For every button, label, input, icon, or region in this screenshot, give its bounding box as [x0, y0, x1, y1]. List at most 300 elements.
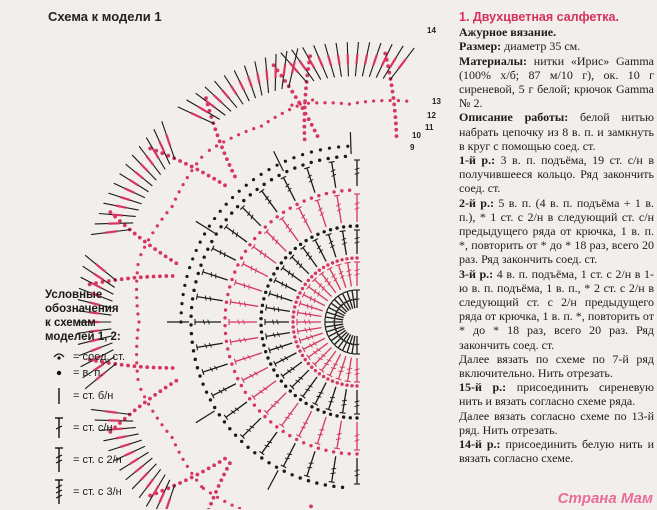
stitch-mark [397, 99, 400, 102]
stitch-mark [299, 208, 312, 233]
stitch-mark [152, 275, 156, 279]
stitch-mark [310, 236, 313, 239]
continue-paragraph-2: Далее вязать согласно схеме по 13-й ряд. Нить отрезать. [459, 409, 654, 437]
stitch-mark [253, 403, 256, 406]
stitch-mark [310, 161, 313, 164]
stitch-mark [349, 225, 352, 228]
stitch-mark [233, 370, 236, 373]
stitch-mark [347, 452, 350, 455]
stitch-mark [294, 247, 297, 250]
stitch-mark [210, 296, 211, 301]
stitch-mark [364, 100, 367, 103]
stitch-mark [195, 473, 199, 477]
stitch-mark [331, 379, 334, 382]
stitch-mark [219, 478, 223, 482]
stitch-mark [260, 173, 263, 176]
stitch-mark [230, 211, 233, 214]
stitch-mark [335, 156, 338, 159]
stitch-mark [203, 232, 206, 235]
stitch-mark [350, 384, 353, 387]
legend-item: = в. п. [45, 366, 195, 379]
stitch-mark [394, 115, 398, 119]
stitch-mark [390, 57, 396, 67]
stitch-mark [253, 237, 256, 240]
stitch-mark [380, 99, 383, 102]
stitch-mark [285, 458, 290, 459]
legend-item: = ст. с/н [45, 414, 195, 442]
stitch-mark [310, 275, 313, 278]
stitch-mark [304, 239, 307, 242]
stitch-mark [322, 266, 325, 269]
stitch-mark [209, 502, 213, 506]
diagram-title: Схема к модели 1 [48, 9, 162, 24]
stitch-mark [267, 120, 270, 123]
stitch-mark [283, 79, 287, 83]
stitch-mark [169, 258, 173, 262]
stitch-mark [356, 54, 357, 64]
stitch-mark [337, 145, 340, 148]
stitch-mark [202, 255, 205, 258]
stitch-mark [217, 484, 221, 488]
stitch-mark [205, 390, 208, 393]
stitch-mark [260, 310, 263, 313]
stitch-mark [315, 280, 332, 297]
stitch-mark [212, 177, 216, 181]
stitch-mark [208, 149, 211, 152]
stitch-mark [336, 309, 337, 314]
stitch-mark [315, 240, 326, 261]
double-treble-crochet-icon [45, 478, 73, 506]
article-subtitle: Ажурное вязание. [459, 25, 654, 39]
stitch-mark [389, 99, 392, 102]
stitch-mark [243, 264, 268, 277]
stitch-mark [223, 183, 227, 187]
stitch-mark [266, 333, 267, 339]
stitch-mark [373, 55, 376, 65]
stitch-mark [213, 384, 236, 396]
stitch-mark [319, 57, 323, 67]
stitch-mark [322, 375, 325, 378]
legend-item: = ст. с 3/н [45, 478, 195, 506]
stitch-mark [307, 279, 310, 282]
stitch-mark [272, 272, 275, 275]
stitch-mark [394, 128, 398, 132]
stitch-mark [317, 194, 320, 197]
stitch-mark [315, 347, 332, 364]
stitch-mark [181, 183, 184, 186]
stitch-mark [301, 153, 304, 156]
stitch-mark [236, 263, 239, 266]
stitch-mark [139, 275, 143, 279]
stitch-mark [220, 250, 221, 255]
stitch-mark [190, 165, 194, 169]
stitch-mark [311, 98, 314, 101]
stitch-mark [307, 362, 310, 365]
stitch-mark [332, 450, 335, 453]
stitch-mark [291, 315, 294, 318]
stitch-mark [293, 335, 296, 338]
legend-item: = соед. ст. [45, 350, 195, 363]
stitch-mark [296, 345, 299, 348]
stitch-mark [314, 272, 317, 275]
stitch-mark [120, 197, 130, 200]
continue-paragraph: Далее вязать по схеме по 7-й ряд включительно. Нить отрезать. [459, 352, 654, 380]
stitch-mark [275, 353, 296, 364]
stitch-mark [292, 330, 295, 333]
stitch-mark [224, 332, 227, 335]
stitch-mark [296, 296, 299, 299]
stitch-mark [307, 451, 315, 476]
stitch-mark [318, 372, 321, 375]
stitch-mark [269, 220, 272, 223]
stitch-mark [120, 277, 124, 281]
stitch-mark [266, 284, 269, 287]
stitch-mark [292, 257, 309, 274]
stitch-mark [290, 104, 293, 107]
stitch-mark [225, 467, 229, 471]
stitch-mark [355, 224, 358, 227]
stitch-mark [276, 374, 279, 377]
stitch-mark [305, 311, 306, 316]
stitch-mark [209, 398, 212, 401]
stitch-mark [316, 396, 321, 397]
stitch-mark [329, 228, 332, 231]
stitch-mark [133, 276, 137, 280]
stitch-mark [290, 90, 294, 94]
stitch-mark [283, 268, 302, 282]
stitch-mark [240, 81, 244, 90]
stitch-mark [225, 203, 228, 206]
stitch-mark [203, 272, 228, 280]
stitch-mark [262, 191, 277, 212]
stitch-mark [262, 183, 265, 186]
stitch-mark [264, 225, 267, 228]
stitch-mark [329, 413, 332, 416]
stitch-mark [392, 96, 396, 100]
stitch-mark [94, 274, 104, 280]
stitch-mark [216, 496, 219, 499]
stitch-mark [304, 358, 307, 361]
stitch-mark [233, 270, 236, 273]
stitch-mark [349, 416, 352, 419]
stitch-mark [197, 294, 198, 300]
row-3-paragraph: 3-й р.: 4 в. п. подъёма, 1 ст. с 2/н в 1-ю в. п. подъёма, 1 в. п., * 2 ст. с 2/н в следующий ст. с 2/н предыдущего ряда от крючка, 1 в. п. *, повторить от * до * 18 раз, всего 20 раз. Ряд закончить соед. ст. [459, 267, 654, 352]
site-watermark: Страна Мам [558, 490, 653, 507]
stitch-mark [201, 382, 204, 385]
stitch-mark [301, 163, 304, 166]
stitch-mark [365, 54, 367, 64]
stitch-mark [391, 90, 395, 94]
stitch-mark [224, 218, 227, 221]
stitch-mark [345, 384, 348, 387]
stitch-mark [251, 266, 252, 271]
stitch-mark [303, 99, 307, 103]
stitch-mark [230, 278, 233, 281]
stitch-mark [307, 102, 310, 105]
stitch-mark [356, 101, 359, 104]
stitch-mark [296, 105, 299, 108]
stitch-mark [143, 240, 147, 244]
stitch-mark [268, 470, 278, 489]
stitch-mark [235, 282, 262, 291]
stitch-mark [223, 151, 227, 155]
stitch-mark [225, 301, 228, 304]
stitch-mark [222, 140, 225, 143]
stitch-mark [281, 430, 284, 433]
stitch-mark [158, 251, 162, 255]
stitch-mark [347, 369, 352, 370]
stitch-mark [237, 133, 240, 136]
stitch-mark [285, 170, 288, 173]
article-title: 1. Двухцветная салфетка. [459, 10, 654, 24]
stitch-mark [223, 500, 226, 503]
stitch-mark [307, 117, 311, 121]
stitch-mark [236, 377, 239, 380]
stitch-mark [214, 490, 218, 494]
stitch-mark [293, 305, 296, 308]
stitch-mark [208, 225, 211, 228]
stitch-mark [197, 272, 200, 275]
row-2-paragraph: 2-й р.: 5 в. п. (4 в. п. подъёма + 1 в. п.), * 1 ст. с 2/н в следующий ст. с/н предыдущего ряда от крючка, 1 в. п. *, повторить от * до * 18 раз, всего 20 раз. Ряд закончить соед. ст. [459, 196, 654, 267]
stitch-mark [200, 156, 203, 159]
stitch-mark [231, 196, 234, 199]
stitch-mark [346, 373, 351, 374]
stitch-mark [269, 278, 272, 281]
stitch-mark [303, 377, 317, 396]
stitch-mark [201, 470, 205, 474]
stitch-mark [345, 257, 348, 260]
stitch-mark [245, 302, 246, 307]
stitch-mark [218, 460, 222, 464]
legend-item: = ст. б/н [45, 382, 195, 410]
stitch-mark [274, 116, 277, 119]
stitch-mark [340, 231, 346, 232]
stitch-mark [304, 86, 308, 90]
stitch-mark [255, 188, 258, 191]
stitch-mark [317, 200, 326, 227]
double-crochet-icon [45, 414, 73, 442]
stitch-mark [215, 144, 218, 147]
stitch-mark [283, 178, 295, 201]
stitch-mark [304, 283, 307, 286]
stitch-mark [279, 74, 283, 78]
stitch-mark [317, 417, 326, 444]
stitch-mark [212, 463, 216, 467]
stitch-mark [259, 324, 262, 327]
stitch-mark [136, 263, 139, 266]
stitch-mark [303, 106, 307, 110]
stitch-mark [230, 339, 231, 345]
stitch-mark [336, 259, 339, 262]
stitch-mark [108, 210, 112, 214]
stitch-mark [171, 205, 174, 208]
stitch-mark [315, 383, 326, 404]
stitch-mark [302, 441, 305, 444]
stitch-mark [331, 368, 336, 369]
stitch-mark [334, 448, 340, 449]
stitch-mark [340, 412, 346, 413]
stitch-mark [191, 257, 194, 260]
stitch-mark [194, 280, 197, 283]
stitch-mark [160, 218, 163, 221]
stitch-mark [294, 340, 297, 343]
stitch-mark [218, 139, 222, 143]
stitch-mark [303, 137, 307, 141]
stitch-mark [314, 369, 317, 372]
stitch-mark [195, 168, 199, 172]
stitch-mark [298, 349, 301, 352]
stitch-mark [317, 447, 320, 450]
stitch-mark [355, 452, 358, 455]
stitch-mark [178, 159, 182, 163]
stitch-mark [253, 381, 276, 397]
stitch-mark [334, 195, 340, 196]
stitch-mark [262, 344, 265, 347]
legend [45, 288, 195, 510]
stitch-mark [219, 225, 222, 228]
stitch-mark [240, 301, 241, 306]
stitch-mark [224, 308, 227, 311]
stitch-mark [245, 184, 248, 187]
stitch-mark [274, 151, 284, 171]
stitch-mark [238, 190, 241, 193]
stitch-mark [225, 157, 229, 161]
stitch-mark [262, 297, 265, 300]
stitch-mark [390, 83, 394, 87]
stitch-mark [195, 162, 198, 165]
stitch-mark [299, 411, 312, 436]
stitch-rings [179, 145, 360, 489]
stitch-mark [340, 383, 343, 386]
stitch-mark [151, 231, 154, 234]
stitch-mark [301, 287, 304, 290]
stitch-mark [174, 261, 178, 265]
stitch-mark [223, 420, 226, 423]
stitch-mark [299, 102, 302, 105]
stitch-mark [405, 100, 408, 103]
stitch-mark [269, 420, 272, 423]
stitch-mark [286, 283, 287, 288]
stitch-mark [300, 333, 323, 340]
stitch-mark [253, 247, 276, 263]
stitch-mark [294, 95, 298, 99]
stitch-mark [165, 211, 168, 214]
stitch-mark [310, 196, 313, 199]
stitch-mark [248, 397, 251, 400]
stitch-mark [290, 473, 293, 476]
stitch-mark [318, 392, 323, 393]
stitch-mark [212, 496, 216, 500]
stitch-mark [302, 125, 306, 129]
stitch-mark [316, 408, 319, 411]
stitch-mark [191, 113, 202, 118]
row-number: 11 [425, 123, 434, 132]
stitch-mark [310, 150, 313, 153]
stitch-mark [294, 394, 297, 397]
stitch-mark [252, 127, 255, 130]
stitch-mark [283, 443, 295, 466]
stitch-mark [259, 317, 262, 320]
stitch-mark [156, 224, 159, 227]
stitch-mark [275, 465, 278, 468]
stitch-mark [218, 180, 222, 184]
stitch-mark [130, 180, 139, 185]
stitch-mark [252, 178, 255, 181]
stitch-mark [342, 225, 345, 228]
stitch-mark [284, 385, 287, 388]
stitch-mark [266, 356, 269, 359]
legend-item: = ст. с 2/н [45, 446, 195, 474]
stitch-mark [301, 427, 306, 428]
stitch-mark [348, 189, 351, 192]
stitch-mark [210, 240, 213, 243]
stitch-mark [222, 90, 229, 98]
stitch-mark [206, 248, 209, 251]
single-crochet-icon [45, 382, 73, 410]
stitch-mark [184, 162, 188, 166]
stitch-mark [242, 207, 260, 225]
stitch-mark [261, 304, 264, 307]
stitch-mark [318, 269, 321, 272]
stitch-mark [185, 275, 188, 278]
stitch-mark [310, 312, 311, 317]
stitch-mark [338, 55, 340, 65]
stitch-mark [105, 231, 117, 233]
stitch-mark [309, 444, 312, 447]
stitch-mark [270, 178, 273, 181]
stitch-mark [314, 298, 315, 303]
stitch-mark [209, 491, 212, 494]
stitch-mark [275, 280, 296, 291]
stitch-mark [214, 95, 222, 102]
stitch-mark [337, 434, 342, 435]
stitch-mark [348, 103, 351, 106]
stitch-mark [242, 418, 260, 436]
stitch-mark [304, 402, 307, 405]
row-15-paragraph: 15-й р.: присоединить сиреневую нить и вязать согласно схеме ряда. [459, 380, 654, 408]
stitch-mark [275, 425, 278, 428]
stitch-mark [394, 122, 398, 126]
stitch-mark [141, 164, 148, 172]
stitch-mark [158, 274, 162, 278]
stitch-mark [344, 155, 347, 158]
stitch-mark [116, 206, 127, 208]
row-1-paragraph: 1-й р.: 3 в. п. подъёма, 19 ст. с/н в получившееся кольцо. Ряд закончить соед. ст. [459, 153, 654, 196]
stitch-mark [261, 337, 264, 340]
stitch-mark [164, 254, 168, 258]
stitch-mark [263, 415, 266, 418]
stitch-mark [188, 266, 191, 269]
stitch-mark [198, 107, 208, 113]
stitch-mark [277, 174, 280, 177]
stitch-mark [248, 243, 251, 246]
stitch-mark [281, 112, 284, 115]
stitch-mark [267, 168, 270, 171]
stitch-mark [284, 160, 287, 163]
stitch-mark [345, 262, 351, 263]
stitch-mark [322, 411, 325, 414]
stitch-mark [331, 468, 336, 469]
stitch-mark [249, 193, 252, 196]
stitch-mark [307, 168, 315, 193]
stitch-mark [196, 411, 215, 423]
stitch-mark [213, 406, 216, 409]
stitch-mark [213, 217, 216, 220]
stitch-mark [245, 130, 248, 133]
stitch-mark [272, 368, 275, 371]
stitch-mark [256, 268, 257, 273]
stitch-mark [278, 307, 279, 312]
